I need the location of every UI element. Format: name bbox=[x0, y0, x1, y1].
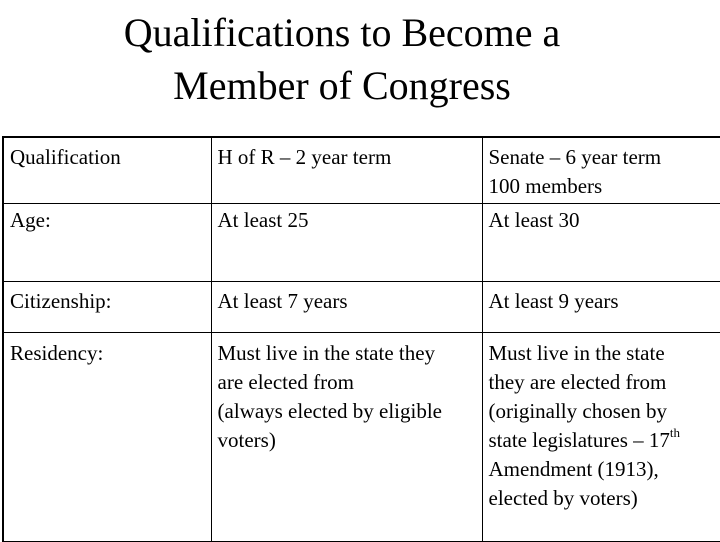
header-house: H of R – 2 year term bbox=[211, 137, 482, 203]
residency-senate-line-text: state legislatures – 17 bbox=[489, 428, 670, 452]
age-label: Age: bbox=[3, 203, 211, 281]
table-row-citizenship bbox=[3, 281, 720, 332]
header-senate bbox=[482, 137, 720, 203]
residency-house-line: Must live in the state they bbox=[218, 339, 482, 368]
residency-senate-line: (originally chosen by bbox=[489, 397, 720, 426]
superscript-th: th bbox=[670, 425, 680, 440]
residency-label: Residency: bbox=[3, 332, 211, 541]
residency-senate-line: elected by voters) bbox=[489, 484, 720, 513]
citizenship-label: Citizenship: bbox=[3, 281, 211, 332]
header-qualification: Qualification bbox=[3, 137, 211, 203]
residency-senate bbox=[482, 332, 720, 541]
slide-title-line-2: Member of Congress bbox=[0, 59, 684, 112]
table-header-row bbox=[3, 137, 720, 203]
age-house: At least 25 bbox=[211, 203, 482, 281]
residency-senate-line: Must live in the state bbox=[489, 339, 720, 368]
header-senate-term: Senate – 6 year term bbox=[489, 143, 720, 172]
table-row-residency bbox=[3, 332, 720, 541]
residency-house-line: voters) bbox=[218, 426, 482, 455]
header-senate-members: 100 members bbox=[489, 172, 720, 201]
slide-title-line-1: Qualifications to Become a bbox=[0, 6, 684, 59]
citizenship-house: At least 7 years bbox=[211, 281, 482, 332]
age-senate: At least 30 bbox=[482, 203, 720, 281]
citizenship-senate: At least 9 years bbox=[482, 281, 720, 332]
residency-house-line: (always elected by eligible bbox=[218, 397, 482, 426]
residency-house bbox=[211, 332, 482, 541]
residency-house-line: are elected from bbox=[218, 368, 482, 397]
table-row-age bbox=[3, 203, 720, 281]
residency-senate-line-amendment bbox=[489, 426, 720, 455]
residency-senate-line: they are elected from bbox=[489, 368, 720, 397]
qualifications-table bbox=[2, 136, 720, 542]
residency-senate-line: Amendment (1913), bbox=[489, 455, 720, 484]
slide-title bbox=[0, 6, 684, 112]
